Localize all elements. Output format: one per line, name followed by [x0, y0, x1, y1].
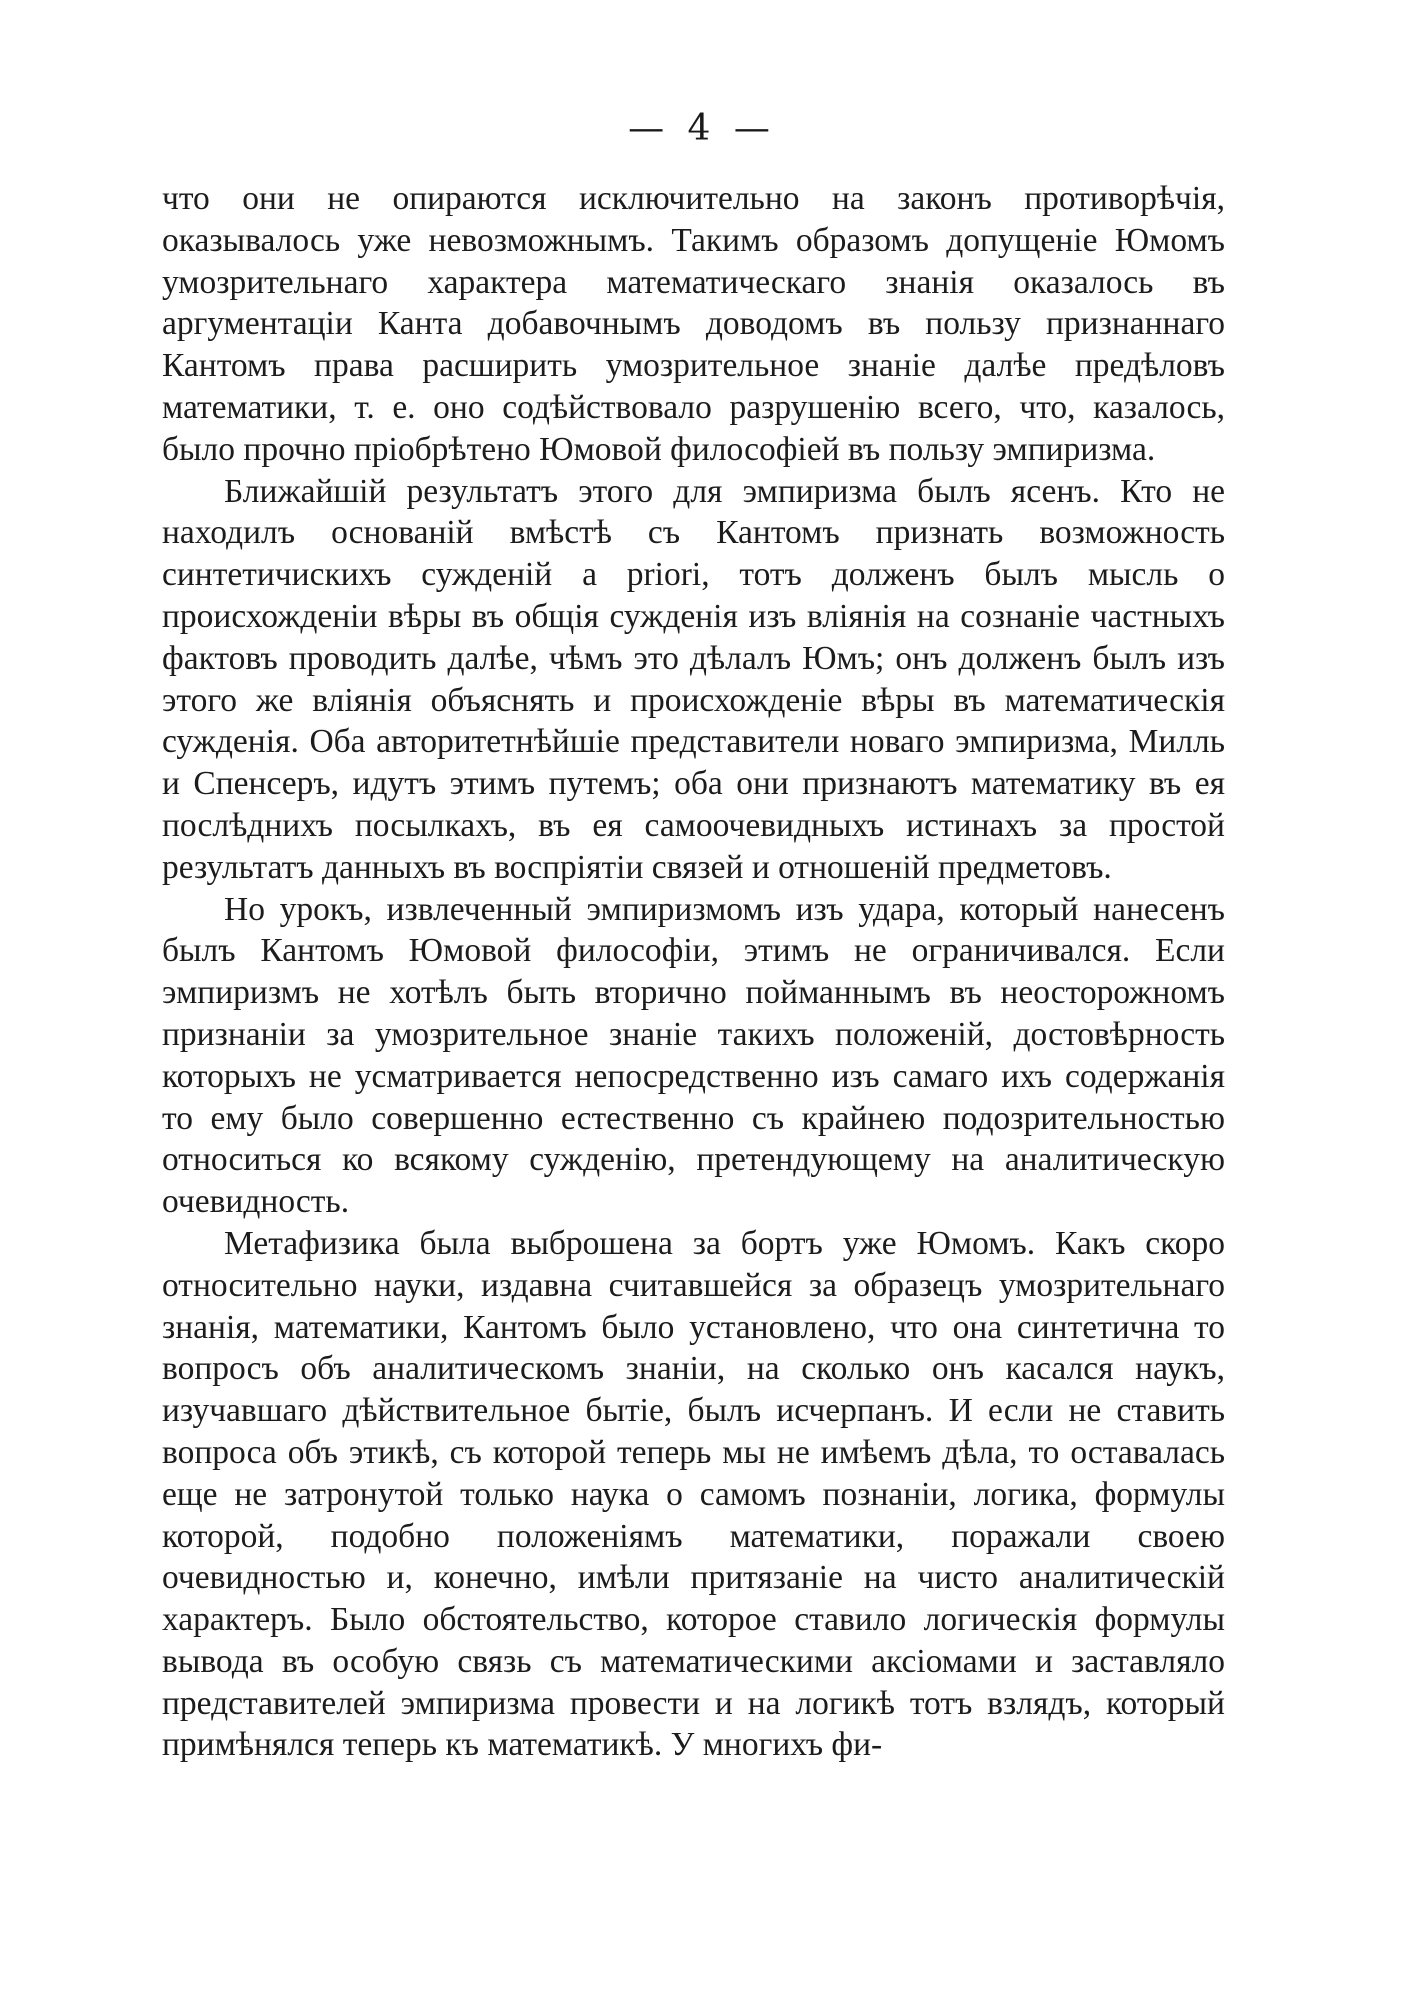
paragraph-2: Ближайшій результатъ этого для эмпиризма былъ ясенъ. Кто не находилъ основаній вмѣстѣ съ Кантомъ признать возможность синтетичискихъ сужденій a priori, тотъ долженъ былъ мысль о происхожденіи вѣры въ общія сужденія изъ вліянія на сознаніе частныхъ фактовъ проводить далѣе, чѣмъ это дѣлалъ Юмъ; онъ долженъ былъ изъ этого же вліянія объяснять и происхожденіе вѣры въ математическія сужденія. Оба авторитетнѣйшіе представители новаго эмпиризма, Милль и Спенсеръ, идутъ этимъ путемъ; оба они признаютъ математику въ ея послѣднихъ посылкахъ, въ ея самоочевидныхъ истинахъ за простой результатъ данныхъ въ воспріятіи связей и отношеній предметовъ.: [162, 472, 1225, 886]
body-text: [162, 178, 1225, 1766]
paragraph-3: Но урокъ, извлеченный эмпиризмомъ изъ удара, который нанесенъ былъ Кантомъ Юмовой философіи, этимъ не ограничивался. Если эмпиризмъ не хотѣлъ быть вторично пойманнымъ въ неосторожномъ признаніи за умозрительное знаніе такихъ положеній, достовѣрность которыхъ не усматривается непосредственно изъ самаго ихъ содержанія то ему было совершенно естественно съ крайнею подозрительностью относиться ко всякому сужденію, претендующему на аналитическую очевидность.: [162, 890, 1225, 1221]
paragraph-4: Метафизика была выброшена за бортъ уже Юмомъ. Какъ скоро относительно науки, издавна считавшейся за образецъ умозрительнаго знанія, математики, Кантомъ было установлено, что она синтетична то вопросъ объ аналитическомъ знаніи, на сколько онъ касался наукъ, изучавшаго дѣйствительное бытіе, былъ исчерпанъ. И если не ставить вопроса объ этикѣ, съ которой теперь мы не имѣемъ дѣла, то оставалась еще не затронутой только наука о самомъ познаніи, логика, формулы которой, подобно положеніямъ математики, поражали своею очевидностью и, конечно, имѣли притязаніе на чисто аналитическій характеръ. Было обстоятельство, которое ставило логическія формулы вывода въ особую связь съ математическими аксіомами и заставляло представителей эмпиризма провести и на логикѣ тотъ взлядъ, который примѣнялся теперь къ математикѣ. У многихъ фи-: [162, 1224, 1225, 1764]
page-number: — 4 —: [628, 108, 776, 149]
paragraph-1: что они не опираются исключительно на законъ противорѣчія, оказывалось уже невозможнымъ. Такимъ образомъ допущеніе Юмомъ умозрительнаго характера математическаго знанія оказалось въ аргументаціи Канта добавочнымъ доводомъ въ пользу признаннаго Кантомъ права расширить умозрительное знаніе далѣе предѣловъ математики, т. е. оно содѣйствовало разрушенію всего, что, казалось, было прочно пріобрѣтено Юмовой философіей въ пользу эмпиризма.: [162, 180, 1225, 468]
